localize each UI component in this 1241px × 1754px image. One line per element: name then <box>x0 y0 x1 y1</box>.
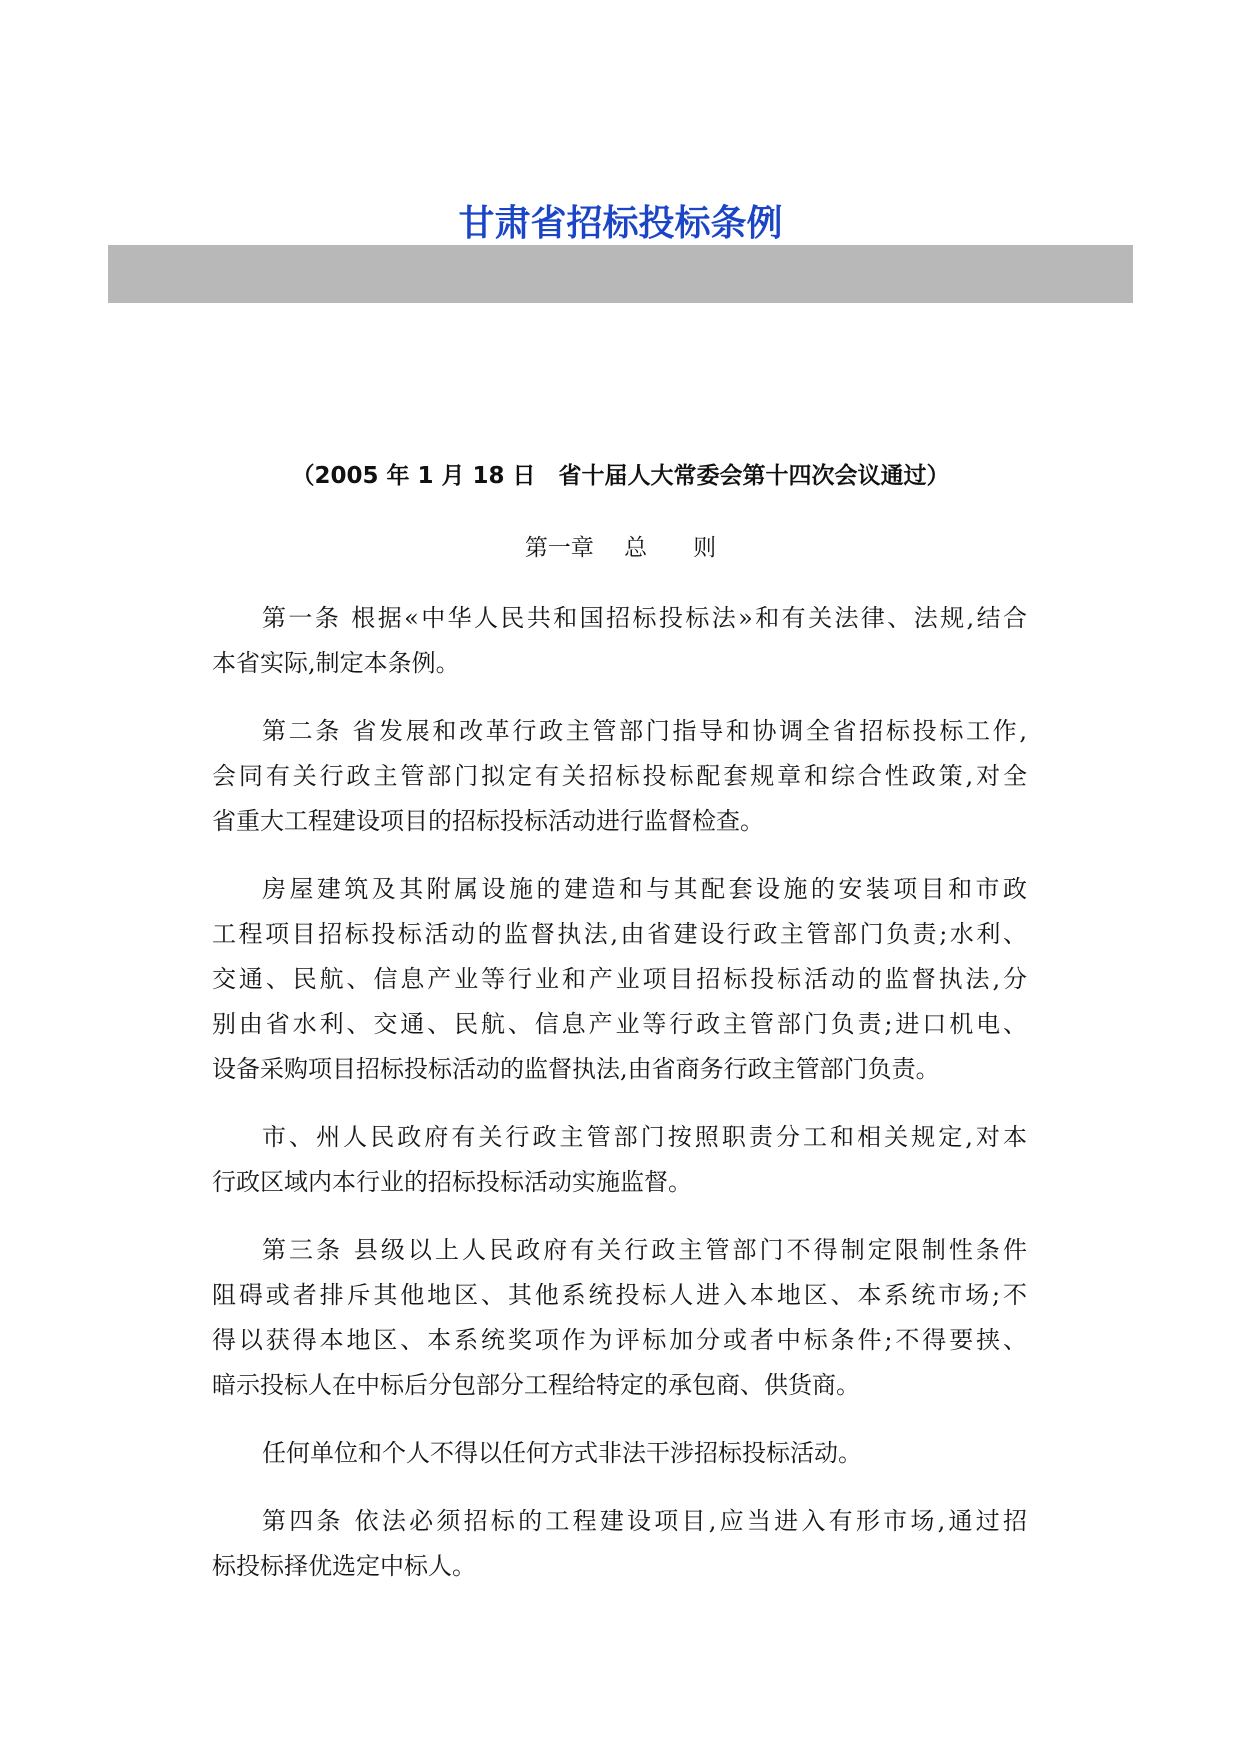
document-subtitle: （2005 年 1 月 18 日 省十届人大常委会第十四次会议通过） <box>291 463 950 489</box>
text-line: 本省实际,制定本条例。 <box>212 649 460 677</box>
text-line: 行政区域内本行业的招标投标活动实施监督。 <box>212 1168 692 1196</box>
article-4-paragraph <box>212 1499 1027 1589</box>
article-2-paragraph <box>212 709 1027 844</box>
chapter-heading: 第一章 总 则 <box>524 535 717 561</box>
text-line: 第三条 县级以上人民政府有关行政主管部门不得制定限制性条件 <box>262 1236 1027 1264</box>
article-3-paragraph <box>212 1228 1027 1408</box>
text-line: 得以获得本地区、本系统奖项作为评标加分或者中标条件;不得要挟、 <box>212 1326 1027 1354</box>
article-2-paragraph-2 <box>212 867 1027 1092</box>
text-line: 设备采购项目招标投标活动的监督执法,由省商务行政主管部门负责。 <box>212 1055 940 1083</box>
text-line: 会同有关行政主管部门拟定有关招标投标配套规章和综合性政策,对全 <box>212 762 1027 790</box>
text-line: 第四条 依法必须招标的工程建设项目,应当进入有形市场,通过招 <box>262 1507 1027 1535</box>
text-line: 第二条 省发展和改革行政主管部门指导和协调全省招标投标工作, <box>262 717 1027 745</box>
text-line: 阻碍或者排斥其他地区、其他系统投标人进入本地区、本系统市场;不 <box>212 1281 1027 1309</box>
header-bar <box>108 245 1133 303</box>
text-line: 交通、民航、信息产业等行业和产业项目招标投标活动的监督执法,分 <box>212 965 1027 993</box>
text-line: 省重大工程建设项目的招标投标活动进行监督检查。 <box>212 807 764 835</box>
text-line: 第一条 根据«中华人民共和国招标投标法»和有关法律、法规,结合 <box>262 604 1027 632</box>
text-line: 房屋建筑及其附属设施的建造和与其配套设施的安装项目和市政 <box>262 875 1027 903</box>
text-line: 暗示投标人在中标后分包部分工程给特定的承包商、供货商。 <box>212 1371 860 1399</box>
document-body <box>212 596 1027 1612</box>
text-line: 标投标择优选定中标人。 <box>212 1552 476 1580</box>
text-line: 别由省水利、交通、民航、信息产业等行政主管部门负责;进口机电、 <box>212 1010 1027 1038</box>
text-line: 市、州人民政府有关行政主管部门按照职责分工和相关规定,对本 <box>262 1123 1027 1151</box>
article-3-paragraph-2 <box>212 1431 1027 1476</box>
document-title: 甘肃省招标投标条例 <box>458 203 783 245</box>
text-line: 工程项目招标投标活动的监督执法,由省建设行政主管部门负责;水利、 <box>212 920 1027 948</box>
article-2-paragraph-3 <box>212 1115 1027 1205</box>
text-line: 任何单位和个人不得以任何方式非法干涉招标投标活动。 <box>262 1439 862 1467</box>
article-1-paragraph <box>212 596 1027 686</box>
